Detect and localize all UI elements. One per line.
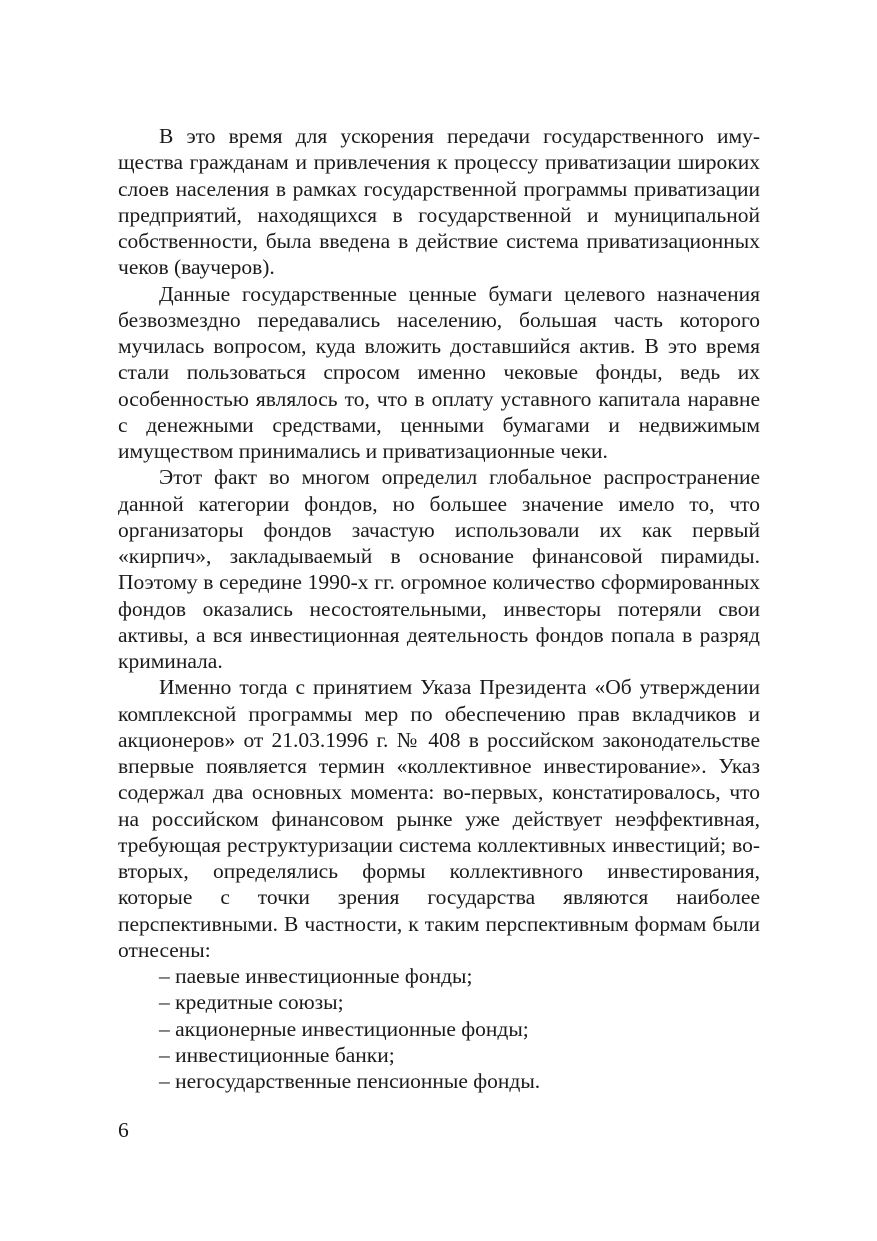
list-item: – паевые инвестиционные фонды; (159, 964, 473, 988)
list-item: – акционерные инвестиционные фонды; (159, 1016, 529, 1041)
list-item: – негосударственные пенсионные фонды. (159, 1069, 541, 1093)
paragraph-decree: Именно тогда с принятием Указа Президента «Об утверждении комплексной программы мер по обеспечению прав вкладчиков и акционеров» от 21.03.1996 г. № 408 в российском законодательстве впервые появляется термин «коллективное инвестирование». Указ содержал два основных момента: во-первых, констатировалось, что на российском финансовом рынке уже действует неэффективная, требующая реструктуризации система коллективных инвестиций; во-вторых, определялись формы коллективного инвестирования, которые с точки зрения государства являются наиболее перспективными. В частности, к таким перспективным формам были отнесены: (118, 675, 760, 962)
list-item: – кредитные союзы; (159, 990, 344, 1015)
paragraph-vouchers: В это время для ускорения передачи государственного имущества гражданам и привлечения к процессу приватизации широких слоев населения в рамках государственной программы приватизации предприятий, находящихся в государственной и муниципальной собственности, была введена в действие система приватизационных чеков (ваучеров). (118, 124, 760, 280)
page-number: 6 (118, 1118, 129, 1142)
paragraph-pyramid: Этот факт во многом определил глобальное распространение данной категории фондов, но большее значение имело то, что организаторы фондов зачастую использовали их как первый «кирпич», закладываемый в основание финансовой пирамиды. Поэтому в середине 1990-х гг. огромное количество сформированных фондов оказались несостоятельными, инвесторы потеряли свои активы, а вся инвестиционная деятельность фондов попала в разряд криминала. (118, 465, 760, 673)
body-text (118, 123, 760, 1094)
investment-forms-list (118, 963, 760, 1094)
list-item: – инвестиционные банки; (159, 1042, 395, 1067)
paragraph-securities: Данные государственные ценные бумаги целевого назначения безвозмездно передавались населению, большая часть которого мучилась вопросом, куда вложить доставшийся актив. В это время стали пользоваться спросом именно чековые фонды, ведь их особенностью являлось то, что в оплату уставного капитала наравне с денежными средствами, ценными бумагами и недвижимым имуществом принимались и приватизационные чеки. (118, 281, 760, 463)
